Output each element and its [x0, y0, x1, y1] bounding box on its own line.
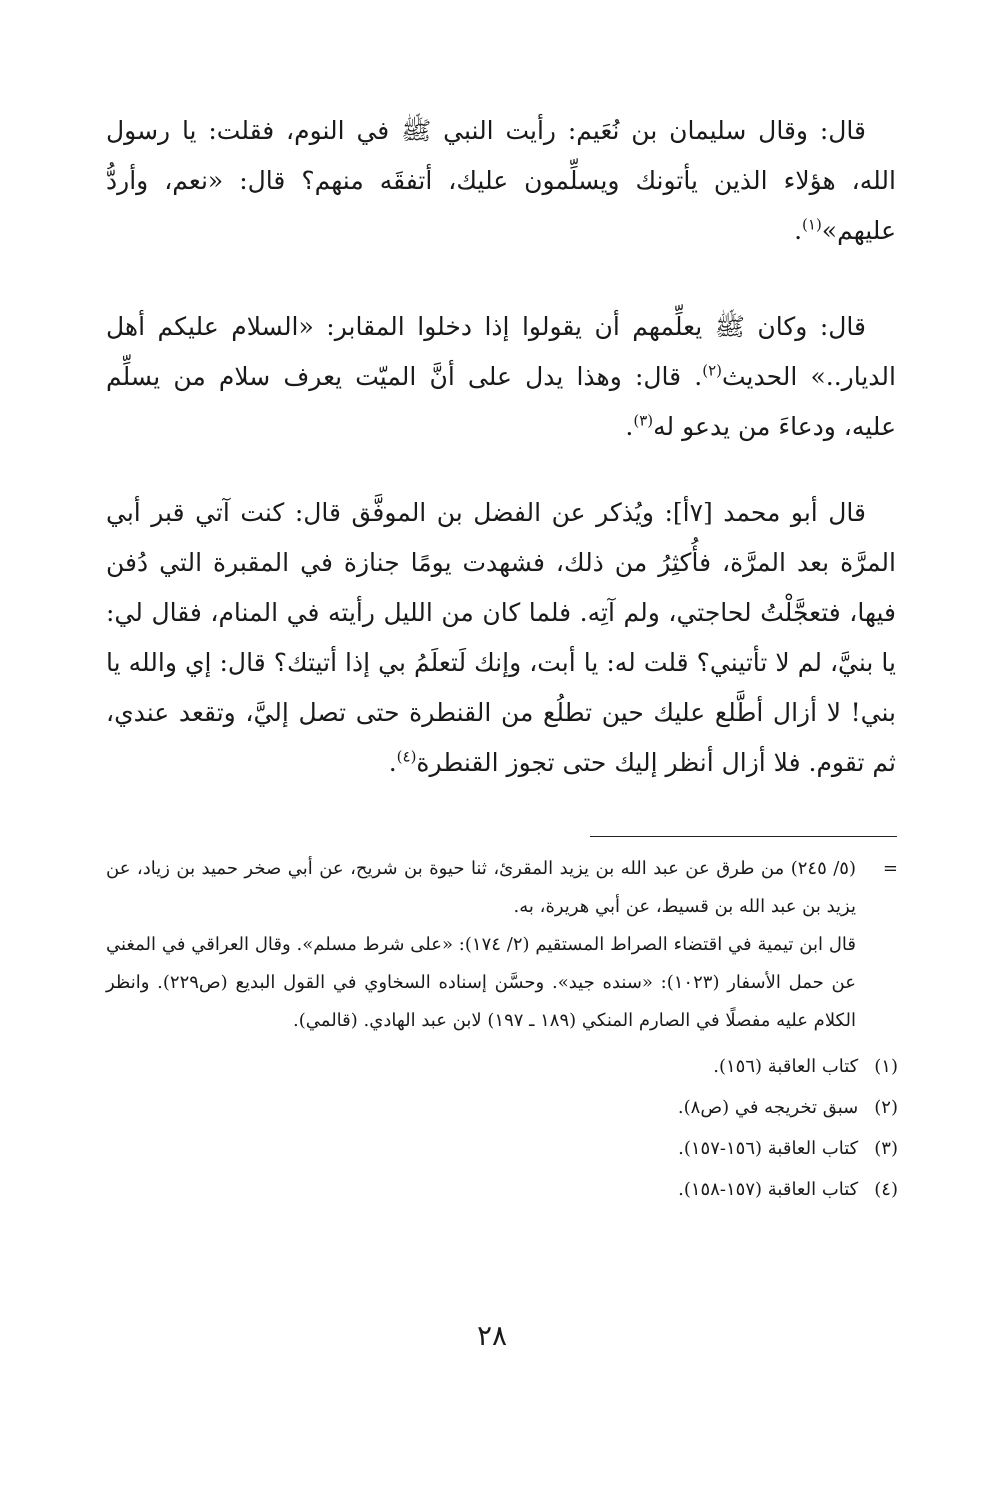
footnote-item: [106, 1169, 898, 1210]
page-number: ٢٨: [476, 1319, 508, 1352]
paragraph-text: [106, 488, 896, 788]
footnote-continuation: [106, 850, 898, 926]
paragraph-1-text: قال: وقال سليمان بن نُعَيم: رأيت النبي ﷺ في النوم، فقلت: يا رسول الله، هؤلاء الذين يأتونك ويسلِّمون عليك، أتفقَه منهم؟ قال: «نعم، وأردُّ عليهم»: [106, 116, 896, 245]
paragraph-3-text: قال أبو محمد [٧أ]: ويُذكر عن الفضل بن الموفَّق قال: كنت آتي قبر أبي المرَّة بعد المرَّة، فأُكثِرُ من ذلك، فشهدت يومًا جنازة في المقبرة التي دُفن فيها، فتعجَّلْتُ لحاجتي، ولم آتِه. فلما كان من الليل رأيته في المنام، فقال لي: يا بنيَّ، لم لا تأتيني؟ قلت له: يا أبت، وإنك لَتعلَمُ بي إذا أتيتك؟ قال: إي والله يا بني! لا أزال أطَّلع عليك حين تطلُع من القنطرة حتى تصل إليَّ، وتقعد عندي، ثم تقوم. فلا أزال أنظر إليك حتى تجوز القنطرة: [106, 498, 896, 777]
paragraph-text: [106, 106, 896, 256]
footnote-number: (١): [874, 1056, 898, 1077]
paragraph-2: [106, 302, 896, 452]
footnote-number: (٤): [874, 1179, 898, 1200]
footnote-ref-2[interactable]: (٢): [702, 361, 722, 380]
footnote-number: (٢): [874, 1097, 898, 1118]
paragraph-2-text: قال: وكان ﷺ يعلِّمهم أن يقولوا إذا دخلوا المقابر: «السلام عليكم أهل الديار..» الحديث: [106, 312, 896, 391]
footnote-item: [106, 1087, 898, 1128]
footnote-text: كتاب العاقبة (١٥٦).: [713, 1056, 859, 1077]
footnote-text: كتاب العاقبة (١٥٦-١٥٧).: [678, 1138, 859, 1159]
continuation-marker: =: [882, 858, 898, 879]
footnote-note: قال ابن تيمية في اقتضاء الصراط المستقيم (٢/ ١٧٤): «على شرط مسلم». وقال العراقي في المغني عن حمل الأسفار (١٠٢٣): «سنده جيد». وحسَّن إسناده السخاوي في القول البديع (ص٢٢٩). وانظر الكلام عليه مفصلًا في الصارم المنكي (١٨٩ ـ ١٩٧) لابن عبد الهادي. (قالمي).: [106, 934, 856, 1031]
paragraph-3-end: .: [388, 748, 397, 777]
footnote-list: [106, 1046, 898, 1210]
paragraph-text: [106, 302, 896, 452]
footnote-text: كتاب العاقبة (١٥٧-١٥٨).: [678, 1179, 859, 1200]
footnote-divider: [590, 836, 897, 837]
footnote-item: [106, 1046, 898, 1087]
paragraph-2-end: .: [625, 412, 634, 441]
footnote-ref-3[interactable]: (٣): [633, 411, 654, 430]
paragraph-2-middle: . قال: وهذا يدل على أنَّ الميّت يعرف سلام من يسلِّم عليه، ودعاءَ من يدعو له: [106, 362, 896, 441]
paragraph-3: [106, 488, 896, 788]
paragraph-1: [106, 106, 896, 256]
footnote-text: سبق تخريجه في (ص٨).: [677, 1097, 859, 1118]
footnotes-section: [106, 850, 898, 1210]
paragraph-1-end: .: [794, 216, 803, 245]
footnote-continuation-text: (٥/ ٢٤٥) من طرق عن عبد الله بن يزيد المقرئ، ثنا حيوة بن شريح، عن أبي صخر حميد بن زياد، عن يزيد بن عبد الله بن قسيط، عن أبي هريرة، به.: [106, 858, 856, 917]
footnote-item: [106, 1128, 898, 1169]
footnote-number: (٣): [874, 1138, 898, 1159]
footnote-ref-4[interactable]: (٤): [396, 747, 417, 766]
footnote-ref-1[interactable]: (١): [802, 215, 822, 234]
